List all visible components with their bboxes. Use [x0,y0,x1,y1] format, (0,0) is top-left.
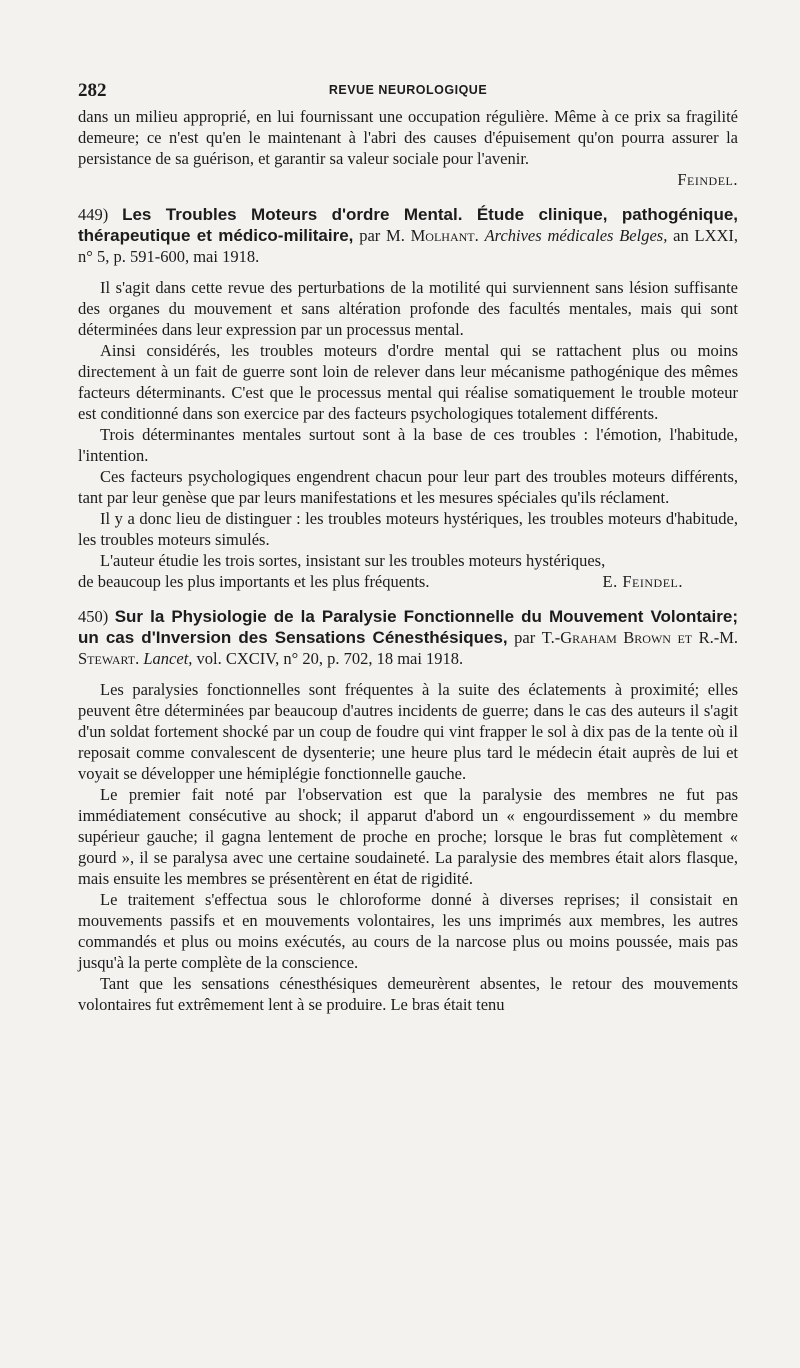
article-449-author: Molhant. [410,226,479,245]
article-450 [78,606,738,1015]
article-449 [78,204,738,592]
article-449-paragraph-5: Il y a donc lieu de distinguer : les troubles moteurs hystériques, les troubles moteurs d'habitude, les troubles moteurs simulés. [78,509,738,549]
article-450-paragraph-1: Les paralysies fonctionnelles sont fréquentes à la suite des éclatements à proximité; elles peuvent être déterminées par beaucoup d'autres incidents de guerre; dans le cas des auteurs il s'agit d'un soldat fortement shocké par un coup de foudre qui vint frapper le sol à dix pas de la tente où il reposait comme convalescent de dysenterie; une heure plus tard le médecin était auprès de lui et voyait se développer une hémiplégie fonctionnelle gauche. [78,680,738,783]
running-title: REVUE NEUROLOGIQUE [328,83,488,97]
page-number: 282 [78,80,107,101]
article-450-paragraph-3: Le traitement s'effectua sous le chloroforme donné à diverses reprises; il consistait en mouvements passifs et en mouvements volontaires, les uns imprimés aux membres, les autres commandés et plus ou moins exécutés, au cours de la narcose plus ou moins poussée, mais pas jusqu'à la perte complète de la conscience. [78,890,738,972]
article-450-journal: Lancet, [143,649,193,668]
article-449-paragraph-3: Trois déterminantes mentales surtout sont à la base de ces troubles : l'émotion, l'habitude, l'intention. [78,425,738,465]
article-449-paragraph-6: L'auteur étudie les trois sortes, insistant sur les troubles moteurs hystériques, [100,551,606,570]
article-449-paragraph-4: Ces facteurs psychologiques engendrent chacun pour leur part des troubles moteurs différents, tant par leur genèse que par leurs manifestations et les mesures spéciales qu'ils réclament. [78,467,738,507]
article-449-number: 449) [78,205,109,224]
article-449-title: Les Troubles Moteurs d'ordre Mental. Étude clinique, pathogénique, thérapeutique et médico-militaire, [78,205,739,245]
article-449-paragraph-6-end: de beaucoup les plus importants et les plus fréquents. [78,572,430,591]
article-450-authors: T.-Graham Brown et R.-M. Stewart. [78,628,739,668]
article-449-closing-line [78,571,738,592]
article-449-ref: an LXXI, n° 5, p. 591-600, mai 1918. [78,226,739,266]
page-header [78,80,738,106]
article-450-par: par [514,628,536,647]
article-450-heading [78,606,738,669]
article-449-paragraph-2: Ainsi considérés, les troubles moteurs d'ordre mental qui se rattachent plus ou moins directement à un fait de guerre sont loin de relever dans leur mécanisme pathogénique des mêmes facteurs déterminants. C'est que le processus mental qui réalise somatiquement le trouble moteur est conditionné dans son exercice par des facteurs psychologiques totalement différents. [78,341,738,423]
article-449-journal: Archives médicales Belges, [484,226,668,245]
article-450-ref: vol. CXCIV, n° 20, p. 702, 18 mai 1918. [196,649,464,668]
article-450-paragraph-4: Tant que les sensations cénesthésiques demeurèrent absentes, le retour des mouvements volontaires fut extrêmement lent à se produire. Le bras était tenu [78,974,738,1014]
article-449-heading [78,204,738,267]
intro-paragraph: dans un milieu approprié, en lui fournissant une occupation régulière. Même à ce prix sa fragilité demeure; ce n'est qu'en le maintenant à l'abri des causes d'épuisement qu'on pourra assurer la persistance de sa guérison, et garantir sa valeur sociale pour l'avenir. [78,107,738,168]
article-450-paragraph-2: Le premier fait noté par l'observation est que la paralysie des membres ne fut pas immédiatement consécutive au shock; il apparut d'abord un « engourdissement » du membre supérieur gauche; il gagna lentement de proche en proche; lorsque le bras fut complètement « gourd », il se paralysa avec une certaine soudaineté. La paralysie des membres était alors flasque, mais ensuite les membres se présentèrent en état de rigidité. [78,785,738,888]
article-450-number: 450) [78,607,109,626]
document-page [78,80,738,1015]
article-449-par: par M. [359,226,405,245]
article-450-title: Sur la Physiologie de la Paralysie Fonctionnelle du Mouvement Volontaire; un cas d'Inversion des Sensations Cénesthésiques, [78,607,738,647]
intro-signature: Feindel. [677,170,738,189]
article-449-signature: E. Feindel. [602,572,683,591]
article-449-paragraph-1: Il s'agit dans cette revue des perturbations de la motilité qui surviennent sans lésion suffisante des organes du mouvement et sans altération profonde des facultés mentales, mais qui sont déterminées dans leur expression par un processus mental. [78,278,738,339]
